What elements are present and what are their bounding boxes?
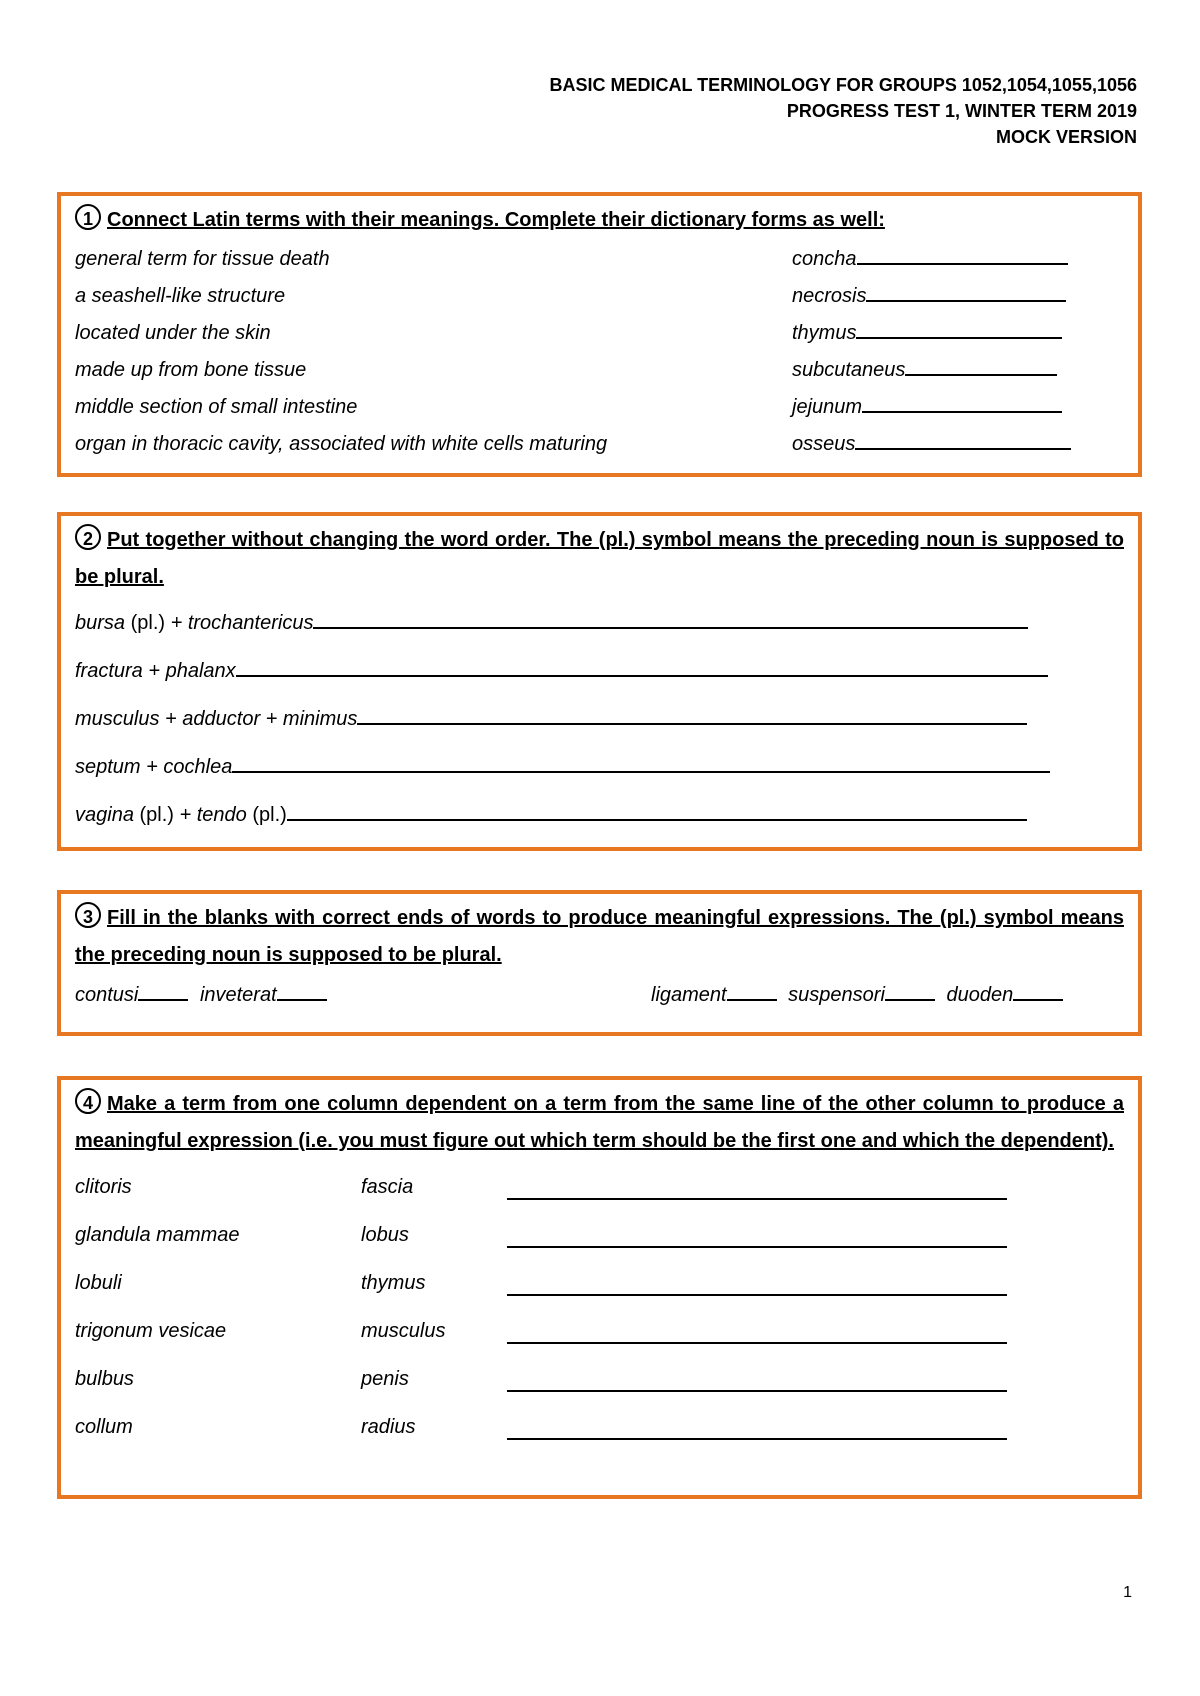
task3-answer-blank[interactable] [885,999,935,1001]
task4-right-term: fascia [361,1176,414,1198]
task1-answer-blank[interactable] [856,337,1062,339]
task2-answer-blank[interactable] [313,627,1028,629]
task4-box [57,1076,1142,1499]
header-version: MOCK VERSION [995,127,1137,147]
task3-number-icon: 3 [75,902,101,928]
task1-number-icon: 1 [75,204,101,230]
task4-left-term: glandula mammae [75,1224,240,1246]
header-title: BASIC MEDICAL TERMINOLOGY FOR GROUPS 1052,1054,1055,1056 [549,75,1137,95]
task1-instruction: 1 Connect Latin terms with their meanings. Complete their dictionary forms as well: [75,202,1124,239]
task3-word: suspensori [788,984,885,1006]
task4-left-term: lobuli [75,1272,122,1294]
task3-answer-blank[interactable] [727,999,777,1001]
task4-answer-blank[interactable] [507,1278,1007,1296]
task4-row [75,1360,1124,1408]
task2-answer-blank[interactable] [357,723,1027,725]
task4-right-term: lobus [361,1224,409,1246]
task3-answer-blank[interactable] [1013,999,1063,1001]
task1-term: subcutaneus [792,359,906,381]
document-header [549,72,1137,150]
task4-right-term: radius [361,1416,416,1438]
task4-row [75,1312,1124,1360]
task1-term: osseus [792,433,856,455]
task4-right-term: thymus [361,1272,426,1294]
task4-instruction: 4 Make a term from one column dependent on a term from the same line of the other column to produce a meaningful expression (i.e. you must figure out which term should be the first one and which the dependent). [75,1086,1124,1160]
task2-box [57,512,1142,851]
task2-row: septum + cochlea [75,748,1124,796]
task1-answer-blank[interactable] [857,263,1068,265]
task4-left-term: bulbus [75,1368,134,1390]
task1-answer-blank[interactable] [905,374,1057,376]
task3-box [57,890,1142,1036]
task1-meaning: made up from bone tissue [75,359,307,381]
task2-instruction: 2 Put together without changing the word order. The (pl.) symbol means the preceding noun is supposed to be plural. [75,522,1124,596]
task4-row [75,1168,1124,1216]
task2-number-icon: 2 [75,524,101,550]
task2-answer-blank[interactable] [236,675,1048,677]
task1-meaning: organ in thoracic cavity, associated with white cells maturing [75,433,608,455]
task1-row [75,243,1124,280]
task4-row [75,1408,1124,1456]
task4-right-term: musculus [361,1320,446,1342]
page-number: 1 [1123,1584,1132,1601]
task2-rows [75,604,1124,844]
task4-answer-blank[interactable] [507,1422,1007,1440]
task1-term: thymus [792,322,857,344]
task3-instruction: 3 Fill in the blanks with correct ends of words to produce meaningful expressions. The (pl.) symbol means the preceding noun is supposed to be plural. [75,900,1124,974]
task3-word: ligament [651,984,727,1006]
task4-answer-blank[interactable] [507,1326,1007,1344]
task1-row [75,391,1124,428]
task2-answer-blank[interactable] [232,771,1050,773]
task4-row [75,1216,1124,1264]
task1-answer-blank[interactable] [866,300,1066,302]
task1-term: necrosis [792,285,867,307]
task1-answer-blank[interactable] [855,448,1071,450]
task4-row [75,1264,1124,1312]
task3-answer-blank[interactable] [277,999,327,1001]
task2-row: fractura + phalanx [75,652,1124,700]
task4-left-term: collum [75,1416,133,1438]
task1-row [75,317,1124,354]
task4-answer-blank[interactable] [507,1182,1007,1200]
task4-answer-blank[interactable] [507,1374,1007,1392]
task1-meaning: a seashell-like structure [75,285,286,307]
task3-word: inveterat [199,984,277,1006]
task1-meaning: middle section of small intestine [75,396,358,418]
task4-left-term: trigonum vesicae [75,1320,227,1342]
task1-term: jejunum [792,396,863,418]
task1-row [75,354,1124,391]
header-subtitle: PROGRESS TEST 1, WINTER TERM 2019 [786,101,1137,121]
task4-right-term: penis [361,1368,409,1390]
task2-row: vagina (pl.) + tendo (pl.) [75,796,1124,844]
task1-row [75,280,1124,317]
task4-answer-blank[interactable] [507,1230,1007,1248]
task1-term: concha [792,248,857,270]
task3-word: contusi [75,984,139,1006]
task2-row: musculus + adductor + minimus [75,700,1124,748]
task4-number-icon: 4 [75,1088,101,1114]
task1-answer-blank[interactable] [862,411,1062,413]
task1-meaning: located under the skin [75,322,271,344]
task1-rows [75,243,1124,465]
task3-row [75,978,1124,1018]
task3-answer-blank[interactable] [138,999,188,1001]
task4-rows [75,1168,1124,1456]
task2-answer-blank[interactable] [287,819,1027,821]
task4-left-term: clitoris [75,1176,132,1198]
task1-meaning: general term for tissue death [75,248,330,270]
task2-row: bursa (pl.) + trochantericus [75,604,1124,652]
task1-box [57,192,1142,477]
task3-word: duoden [946,984,1014,1006]
task1-row [75,428,1124,465]
